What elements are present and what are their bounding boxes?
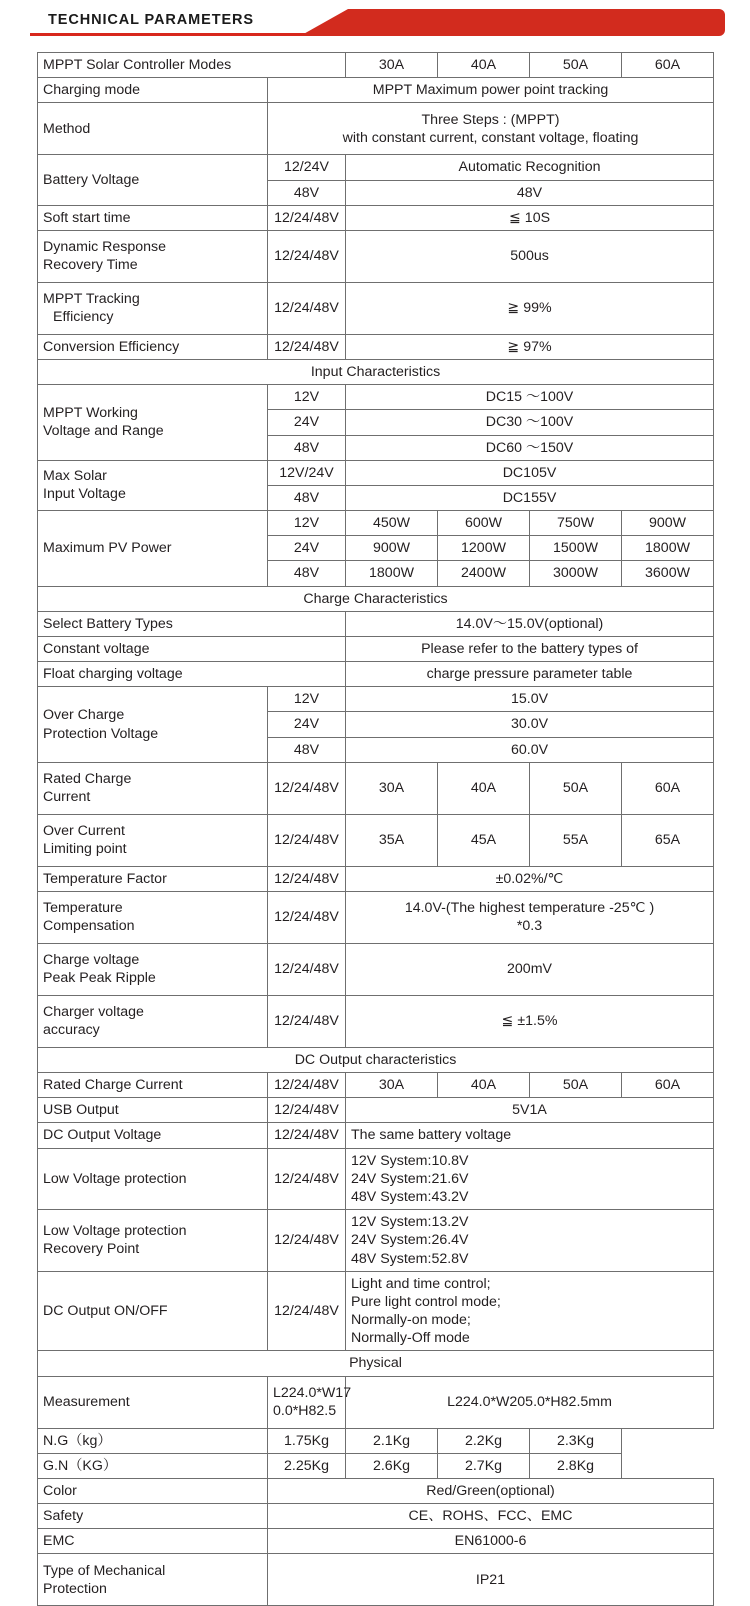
pv-power-60a: 900W bbox=[622, 511, 714, 536]
row-label: Safety bbox=[38, 1504, 268, 1529]
measurement-30a bbox=[268, 1376, 352, 1428]
model-30a: 30A bbox=[346, 53, 438, 78]
pv-power-30a: 450W bbox=[346, 511, 438, 536]
row-label-line-2: Efficiency bbox=[53, 309, 114, 326]
row-voltage: 24V bbox=[268, 536, 346, 561]
row-value: charge pressure parameter table bbox=[346, 662, 714, 687]
row-label: Rated Charge Current bbox=[38, 1073, 268, 1098]
row-voltage: 12/24/48V bbox=[268, 1148, 346, 1210]
row-label: Battery Voltage bbox=[38, 155, 268, 205]
row-value: The same battery voltage bbox=[346, 1123, 714, 1148]
table-row-low-voltage-protection bbox=[38, 1148, 714, 1210]
row-value bbox=[346, 1210, 714, 1272]
row-label: N.G（kg） bbox=[38, 1428, 268, 1453]
dc-rated-40a: 40A bbox=[438, 1073, 530, 1098]
table-row-over-charge-protection-12v bbox=[38, 687, 714, 712]
row-label bbox=[38, 385, 268, 461]
battery-voltage-variant: 48V bbox=[268, 180, 346, 205]
table-row-select-battery-types bbox=[38, 611, 714, 636]
row-value: DC30 ～100V bbox=[346, 410, 714, 435]
row-value bbox=[346, 891, 714, 943]
row-value: 60.0V bbox=[346, 737, 714, 762]
row-value: DC105V bbox=[346, 460, 714, 485]
row-label-line-1: Over Current bbox=[43, 823, 125, 840]
row-label bbox=[38, 687, 268, 763]
table-section-charge-characteristics bbox=[38, 586, 714, 611]
row-label-line-2: Compensation bbox=[43, 918, 135, 935]
table-row-battery-voltage bbox=[38, 155, 714, 180]
dc-rated-30a: 30A bbox=[346, 1073, 438, 1098]
section-title: Input Characteristics bbox=[38, 360, 714, 385]
measurement-line-2: 0.0*H82.5 bbox=[273, 1403, 337, 1420]
table-row-charge-voltage-ripple bbox=[38, 943, 714, 995]
table-row-charging-mode bbox=[38, 78, 714, 103]
row-voltage: 12/24/48V bbox=[268, 205, 346, 230]
table-row-max-solar-input-voltage bbox=[38, 460, 714, 485]
rated-current-40a: 40A bbox=[438, 762, 530, 814]
row-label bbox=[38, 762, 268, 814]
row-value: 14.0V～15.0V(optional) bbox=[346, 611, 714, 636]
section-title: Charge Characteristics bbox=[38, 586, 714, 611]
model-60a: 60A bbox=[622, 53, 714, 78]
onoff-line-2: Pure light control mode; bbox=[351, 1293, 501, 1310]
table-row-dc-output-voltage bbox=[38, 1123, 714, 1148]
technical-parameters-table bbox=[37, 52, 713, 1606]
over-current-60a: 65A bbox=[622, 814, 714, 866]
table-row-mppt-tracking-efficiency bbox=[38, 282, 714, 334]
gross-weight-50a: 2.7Kg bbox=[438, 1453, 530, 1478]
row-value: DC15 ～100V bbox=[346, 385, 714, 410]
row-value: ≧ 99% bbox=[346, 282, 714, 334]
rated-current-30a: 30A bbox=[346, 762, 438, 814]
row-value bbox=[346, 1148, 714, 1210]
row-label-line-1: MPPT Working bbox=[43, 405, 138, 422]
row-voltage: 12/24/48V bbox=[268, 943, 346, 995]
method-line-1: Three Steps : (MPPT) bbox=[421, 111, 560, 128]
row-value: Please refer to the battery types of bbox=[346, 636, 714, 661]
row-value: 30.0V bbox=[346, 712, 714, 737]
row-voltage: 12/24/48V bbox=[268, 282, 346, 334]
row-label bbox=[38, 1210, 268, 1272]
row-voltage: 48V bbox=[268, 737, 346, 762]
row-label-line-1: Low Voltage protection bbox=[43, 1223, 187, 1240]
row-label: Charging mode bbox=[38, 78, 268, 103]
battery-voltage-value: Automatic Recognition bbox=[346, 155, 714, 180]
row-label bbox=[38, 282, 268, 334]
row-label-line-2: Voltage and Range bbox=[43, 423, 164, 440]
dc-rated-50a: 50A bbox=[530, 1073, 622, 1098]
table-row-mppt-working-voltage bbox=[38, 385, 714, 410]
pv-power-50a: 3000W bbox=[530, 561, 622, 586]
pv-power-60a: 3600W bbox=[622, 561, 714, 586]
row-label bbox=[38, 891, 268, 943]
row-label: Select Battery Types bbox=[38, 611, 346, 636]
temp-comp-line-2: *0.3 bbox=[516, 918, 543, 935]
row-label-line-2: Protection bbox=[43, 1580, 107, 1597]
pv-power-40a: 1200W bbox=[438, 536, 530, 561]
table-row-method bbox=[38, 103, 714, 155]
recovery-line-3: 48V System:52.8V bbox=[351, 1250, 469, 1267]
table-row-measurement bbox=[38, 1376, 714, 1428]
method-line-2: with constant current, constant voltage, floating bbox=[342, 129, 639, 146]
row-label-line-1: MPPT Tracking bbox=[43, 291, 140, 308]
pv-power-30a: 900W bbox=[346, 536, 438, 561]
table-row-temperature-factor bbox=[38, 866, 714, 891]
row-voltage: 12/24/48V bbox=[268, 1271, 346, 1351]
row-value: ±0.02%/℃ bbox=[346, 866, 714, 891]
row-voltage: 48V bbox=[268, 561, 346, 586]
row-value: 200mV bbox=[346, 943, 714, 995]
recovery-line-1: 12V System:13.2V bbox=[351, 1214, 469, 1231]
row-voltage: 12/24/48V bbox=[268, 1123, 346, 1148]
row-value bbox=[346, 1271, 714, 1351]
row-value: MPPT Maximum power point tracking bbox=[268, 78, 714, 103]
table-section-physical bbox=[38, 1351, 714, 1376]
table-row-net-weight bbox=[38, 1428, 714, 1453]
table-row-dc-output-onoff bbox=[38, 1271, 714, 1351]
low-voltage-line-3: 48V System:43.2V bbox=[351, 1188, 469, 1205]
pv-power-50a: 1500W bbox=[530, 536, 622, 561]
row-voltage: 12V bbox=[268, 687, 346, 712]
row-label-line-2: Limiting point bbox=[43, 841, 127, 858]
row-label: Soft start time bbox=[38, 205, 268, 230]
row-value: EN61000-6 bbox=[268, 1529, 714, 1554]
net-weight-30a: 1.75Kg bbox=[268, 1428, 346, 1453]
table-row-dynamic-response bbox=[38, 230, 714, 282]
row-label-line-2: accuracy bbox=[43, 1022, 100, 1039]
row-label bbox=[38, 995, 268, 1047]
gross-weight-60a: 2.8Kg bbox=[530, 1453, 622, 1478]
battery-voltage-variant: 12/24V bbox=[268, 155, 346, 180]
row-label bbox=[38, 636, 346, 661]
row-label: Method bbox=[38, 103, 268, 155]
row-voltage: 24V bbox=[268, 712, 346, 737]
row-label-line-2: Recovery Time bbox=[43, 257, 138, 274]
page-header-banner bbox=[0, 0, 750, 44]
onoff-line-3: Normally-on mode; bbox=[351, 1312, 471, 1329]
row-voltage: 12/24/48V bbox=[268, 230, 346, 282]
row-label-line-1: Max Solar bbox=[43, 468, 107, 485]
table-row-soft-start-time bbox=[38, 205, 714, 230]
model-header-label: MPPT Solar Controller Modes bbox=[38, 53, 346, 78]
table-section-input-characteristics bbox=[38, 360, 714, 385]
table-row-constant-voltage bbox=[38, 636, 714, 661]
row-label bbox=[38, 1554, 268, 1606]
row-voltage: 12/24/48V bbox=[268, 1210, 346, 1272]
row-label-line-2: Peak Peak Ripple bbox=[43, 970, 156, 987]
row-voltage: 12/24/48V bbox=[268, 1073, 346, 1098]
row-label: G.N（KG） bbox=[38, 1453, 268, 1478]
table-row-mechanical-protection bbox=[38, 1554, 714, 1606]
net-weight-50a: 2.2Kg bbox=[438, 1428, 530, 1453]
over-current-30a: 35A bbox=[346, 814, 438, 866]
gross-weight-40a: 2.6Kg bbox=[346, 1453, 438, 1478]
row-label-text: Constant voltage bbox=[43, 640, 150, 657]
row-label-line-1: Temperature bbox=[43, 900, 123, 917]
row-voltage: 48V bbox=[268, 485, 346, 510]
section-title: DC Output characteristics bbox=[38, 1047, 714, 1072]
row-label bbox=[38, 230, 268, 282]
row-label: Measurement bbox=[38, 1376, 268, 1428]
row-value: CE、ROHS、FCC、EMC bbox=[268, 1504, 714, 1529]
table-section-dc-output-characteristics bbox=[38, 1047, 714, 1072]
row-label: DC Output ON/OFF bbox=[38, 1271, 268, 1351]
net-weight-60a: 2.3Kg bbox=[530, 1428, 622, 1453]
table-row-rated-charge-current bbox=[38, 762, 714, 814]
table-row-usb-output bbox=[38, 1098, 714, 1123]
measurement-value: L224.0*W205.0*H82.5mm bbox=[346, 1376, 714, 1428]
row-label: Maximum PV Power bbox=[38, 511, 268, 587]
row-voltage: 12/24/48V bbox=[268, 995, 346, 1047]
dc-rated-60a: 60A bbox=[622, 1073, 714, 1098]
row-voltage: 12/24/48V bbox=[268, 866, 346, 891]
table-row-dc-rated-charge-current bbox=[38, 1073, 714, 1098]
temp-comp-line-1: 14.0V-(The highest temperature -25℃ ) bbox=[404, 900, 655, 917]
row-label-line-2: Input Voltage bbox=[43, 486, 126, 503]
net-weight-40a: 2.1Kg bbox=[346, 1428, 438, 1453]
page-title: TECHNICAL PARAMETERS bbox=[48, 12, 254, 28]
table-row-color bbox=[38, 1478, 714, 1503]
model-40a: 40A bbox=[438, 53, 530, 78]
row-voltage: 24V bbox=[268, 410, 346, 435]
table-row-gross-weight bbox=[38, 1453, 714, 1478]
row-label bbox=[38, 943, 268, 995]
row-label-line-1: Dynamic Response bbox=[43, 239, 167, 256]
row-label-line-1: Charger voltage bbox=[43, 1004, 144, 1021]
row-value: 15.0V bbox=[346, 687, 714, 712]
row-voltage: 12/24/48V bbox=[268, 891, 346, 943]
table-row-charger-voltage-accuracy bbox=[38, 995, 714, 1047]
row-voltage: 12V bbox=[268, 511, 346, 536]
row-value bbox=[268, 103, 714, 155]
onoff-line-4: Normally-Off mode bbox=[351, 1330, 470, 1347]
row-label-line-2: Recovery Point bbox=[43, 1241, 140, 1258]
row-value: ≦ 10S bbox=[346, 205, 714, 230]
pv-power-30a: 1800W bbox=[346, 561, 438, 586]
table-row-low-voltage-recovery bbox=[38, 1210, 714, 1272]
row-value: 5V1A bbox=[346, 1098, 714, 1123]
section-title: Physical bbox=[38, 1351, 714, 1376]
row-value: ≧ 97% bbox=[346, 334, 714, 359]
row-voltage: 12/24/48V bbox=[268, 762, 346, 814]
row-label: DC Output Voltage bbox=[38, 1123, 268, 1148]
row-voltage: 12/24/48V bbox=[268, 1098, 346, 1123]
row-voltage: 12/24/48V bbox=[268, 814, 346, 866]
gross-weight-30a: 2.25Kg bbox=[268, 1453, 346, 1478]
measurement-line-1: L224.0*W17 bbox=[273, 1384, 352, 1401]
banner-red-band bbox=[300, 9, 725, 36]
row-voltage: 12V bbox=[268, 385, 346, 410]
onoff-line-1: Light and time control; bbox=[351, 1275, 491, 1292]
table-row-temperature-compensation bbox=[38, 891, 714, 943]
pv-power-60a: 1800W bbox=[622, 536, 714, 561]
pv-power-40a: 2400W bbox=[438, 561, 530, 586]
table-row-conversion-efficiency bbox=[38, 334, 714, 359]
table-row-model-header bbox=[38, 53, 714, 78]
row-label-line-1: Rated Charge bbox=[43, 771, 132, 788]
row-label-line-2: Protection Voltage bbox=[43, 725, 159, 742]
row-label bbox=[38, 460, 268, 510]
row-voltage: 12V/24V bbox=[268, 460, 346, 485]
row-label-line-1: Over Charge bbox=[43, 707, 125, 724]
row-label: Temperature Factor bbox=[38, 866, 268, 891]
over-current-40a: 45A bbox=[438, 814, 530, 866]
row-value: Red/Green(optional) bbox=[268, 1478, 714, 1503]
row-label: USB Output bbox=[38, 1098, 268, 1123]
row-value: 500us bbox=[346, 230, 714, 282]
low-voltage-line-2: 24V System:21.6V bbox=[351, 1170, 469, 1187]
row-label-line-1: Charge voltage bbox=[43, 952, 140, 969]
battery-voltage-value: 48V bbox=[346, 180, 714, 205]
rated-current-60a: 60A bbox=[622, 762, 714, 814]
row-label: Color bbox=[38, 1478, 268, 1503]
pv-power-50a: 750W bbox=[530, 511, 622, 536]
over-current-50a: 55A bbox=[530, 814, 622, 866]
row-label: EMC bbox=[38, 1529, 268, 1554]
row-label: Low Voltage protection bbox=[38, 1148, 268, 1210]
row-value: ≦ ±1.5% bbox=[346, 995, 714, 1047]
table-row-max-pv-power-12v bbox=[38, 511, 714, 536]
low-voltage-line-1: 12V System:10.8V bbox=[351, 1152, 469, 1169]
row-value: DC155V bbox=[346, 485, 714, 510]
row-label bbox=[38, 814, 268, 866]
table-row-float-charging-voltage bbox=[38, 662, 714, 687]
row-value: IP21 bbox=[268, 1554, 714, 1606]
row-label: Float charging voltage bbox=[38, 662, 346, 687]
table-row-over-current-limiting bbox=[38, 814, 714, 866]
recovery-line-2: 24V System:26.4V bbox=[351, 1232, 469, 1249]
row-voltage: 48V bbox=[268, 435, 346, 460]
row-label-line-1: Type of Mechanical bbox=[43, 1562, 166, 1579]
pv-power-40a: 600W bbox=[438, 511, 530, 536]
table-row-emc bbox=[38, 1529, 714, 1554]
table-row-safety bbox=[38, 1504, 714, 1529]
row-label: Conversion Efficiency bbox=[38, 334, 268, 359]
rated-current-50a: 50A bbox=[530, 762, 622, 814]
row-label-line-2: Current bbox=[43, 789, 91, 806]
row-voltage: 12/24/48V bbox=[268, 334, 346, 359]
model-50a: 50A bbox=[530, 53, 622, 78]
row-value: DC60 ～150V bbox=[346, 435, 714, 460]
